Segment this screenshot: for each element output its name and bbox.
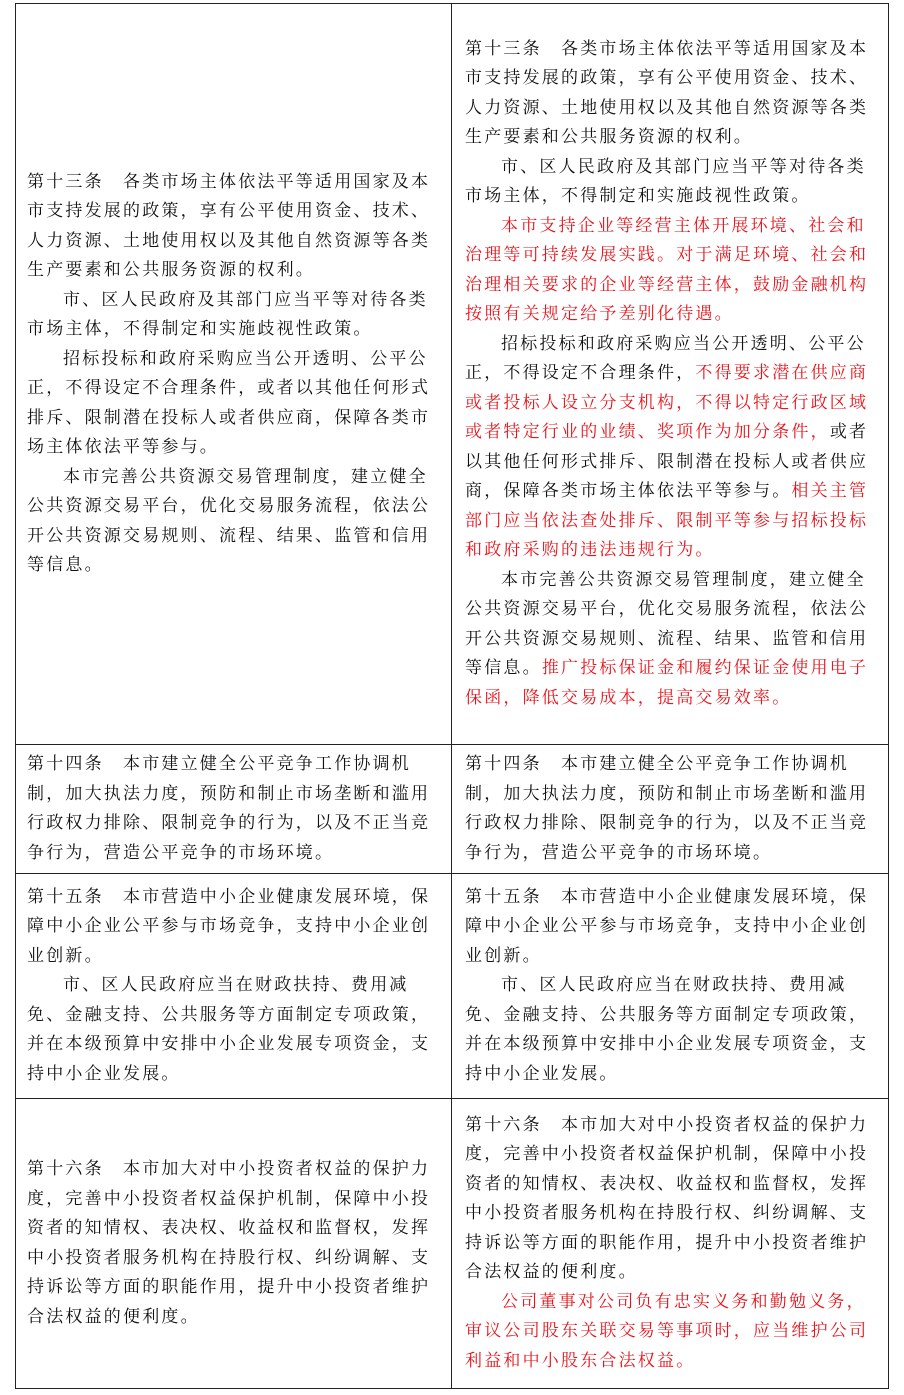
article-text: 招标投标和政府采购应当公开透明、公平公正，不得设定不合理条件，或者以其他任何形式排斥、限制潜在投标人或者供应商，保障各类市场主体依法平等参与。 [27,348,431,457]
added-text: 本市支持企业等经营主体开展环境、社会和治理等可持续发展实践。对于满足环境、社会和治理相关要求的企业等经营主体，鼓励金融机构按照有关规定给予差别化待遇。 [465,215,869,325]
article-text: 市、区人民政府应当在财政扶持、费用减免、金融支持、公共服务等方面制定专项政策，并在本级预算中安排中小企业发展专项资金，支持中小企业发展。 [27,975,431,1084]
article-text: 第十六条 本市加大对中小投资者权益的保护力度，完善中小投资者权益保护机制，保障中小投资者的知情权、表决权、收益权和监督权，发挥中小投资者服务机构在持股行权、纠纷调解、支持诉讼等方面的职能作用，提升中小投资者维护合法权益的便利度。 [465,1114,869,1283]
article-heading-paragraph [27,750,445,868]
article-text: 第十四条 本市建立健全公平竞争工作协调机制，加大执法力度，预防和制止市场垄断和滥用行政权力排除、限制竞争的行为，以及不正当竞争行为，营造公平竞争的市场环境。 [27,754,431,863]
article-text: 本市完善公共资源交易管理制度，建立健全公共资源交易平台，优化交易服务流程，依法公开公共资源交易规则、流程、结果、监管和信用等信息。 [465,569,869,679]
revised-text-cell [452,4,889,745]
comparison-table-body [16,4,889,1389]
article-paragraph [27,286,445,345]
article-text: 第十三条 各类市场主体依法平等适用国家及本市支持发展的政策，享有公平使用资金、技术、人力资源、土地使用权以及其他自然资源等各类生产要素和公共服务资源的权利。 [27,171,431,280]
revised-text-cell [452,745,889,874]
article-text: 第十六条 本市加大对中小投资者权益的保护力度，完善中小投资者权益保护机制，保障中小投资者的知情权、表决权、收益权和监督权，发挥中小投资者服务机构在持股行权、纠纷调解、支持诉讼等方面的职能作用，提升中小投资者维护合法权益的便利度。 [27,1159,431,1327]
article-text: 或者以其他任何形式排斥、限制潜在投标人或者供应商，保障各类市场主体依法平等参与。 [465,422,869,502]
article-text: 招标投标和政府采购应当公开透明、公平公正，不得设定不合理条件， [465,333,866,384]
article-paragraph [465,971,882,1089]
added-text: 推广投标保证金和履约保证金使用电子保函，降低交易成本，提高交易效率。 [465,658,869,708]
article-row [16,1099,889,1389]
added-text: 相关主管部门应当依法查处排斥、限制平等参与招标投标和政府采购的违法违规行为。 [465,481,869,561]
article-text: 第十三条 各类市场主体依法平等适用国家及本市支持发展的政策，享有公平使用资金、技术、人力资源、土地使用权以及其他自然资源等各类生产要素和公共服务资源的权利。 [465,38,869,148]
article-heading-paragraph [465,883,882,972]
article-paragraph [27,463,445,581]
article-paragraph [465,1288,882,1377]
article-heading-paragraph [27,1155,445,1332]
article-text: 第十四条 本市建立健全公平竞争工作协调机制，加大执法力度，预防和制止市场垄断和滥用行政权力排除、限制竞争的行为，以及不正当竞争行为，营造公平竞争的市场环境。 [465,754,869,863]
article-heading-paragraph [465,750,882,868]
article-row [16,4,889,745]
article-comparison-table [15,3,889,1389]
article-paragraph [465,212,882,330]
article-text: 第十五条 本市营造中小企业健康发展环境，保障中小企业公平参与市场竞争，支持中小企业创业创新。 [27,886,431,966]
article-paragraph [465,153,882,212]
article-paragraph [465,330,882,566]
article-text: 市、区人民政府应当在财政扶持、费用减免、金融支持、公共服务等方面制定专项政策，并在本级预算中安排中小企业发展专项资金，支持中小企业发展。 [465,975,869,1084]
original-text-cell [16,1099,452,1389]
article-text: 市、区人民政府及其部门应当平等对待各类市场主体，不得制定和实施歧视性政策。 [465,156,866,207]
original-text-cell [16,4,452,745]
article-paragraph [27,345,445,463]
article-text: 市、区人民政府及其部门应当平等对待各类市场主体，不得制定和实施歧视性政策。 [27,289,428,339]
original-text-cell [16,874,452,1099]
original-text-cell [16,745,452,874]
article-paragraph [27,971,445,1089]
added-text: 不得要求潜在供应商或者投标人设立分支机构，不得以特定行政区域或者特定行业的业绩、奖项作为加分条件， [465,363,869,443]
article-heading-paragraph [465,1111,882,1288]
revised-text-cell [452,1099,889,1389]
article-row [16,745,889,874]
article-paragraph [465,566,882,714]
added-text: 公司董事对公司负有忠实义务和勤勉义务，审议公司股东关联交易等事项时，应当维护公司利益和中小股东合法权益。 [465,1291,869,1371]
revised-text-cell [452,874,889,1099]
article-row [16,874,889,1099]
article-heading-paragraph [465,35,882,153]
article-text: 本市完善公共资源交易管理制度，建立健全公共资源交易平台，优化交易服务流程，依法公开公共资源交易规则、流程、结果、监管和信用等信息。 [27,466,431,575]
article-heading-paragraph [27,883,445,972]
article-text: 第十五条 本市营造中小企业健康发展环境，保障中小企业公平参与市场竞争，支持中小企业创业创新。 [465,886,869,966]
article-heading-paragraph [27,168,445,286]
